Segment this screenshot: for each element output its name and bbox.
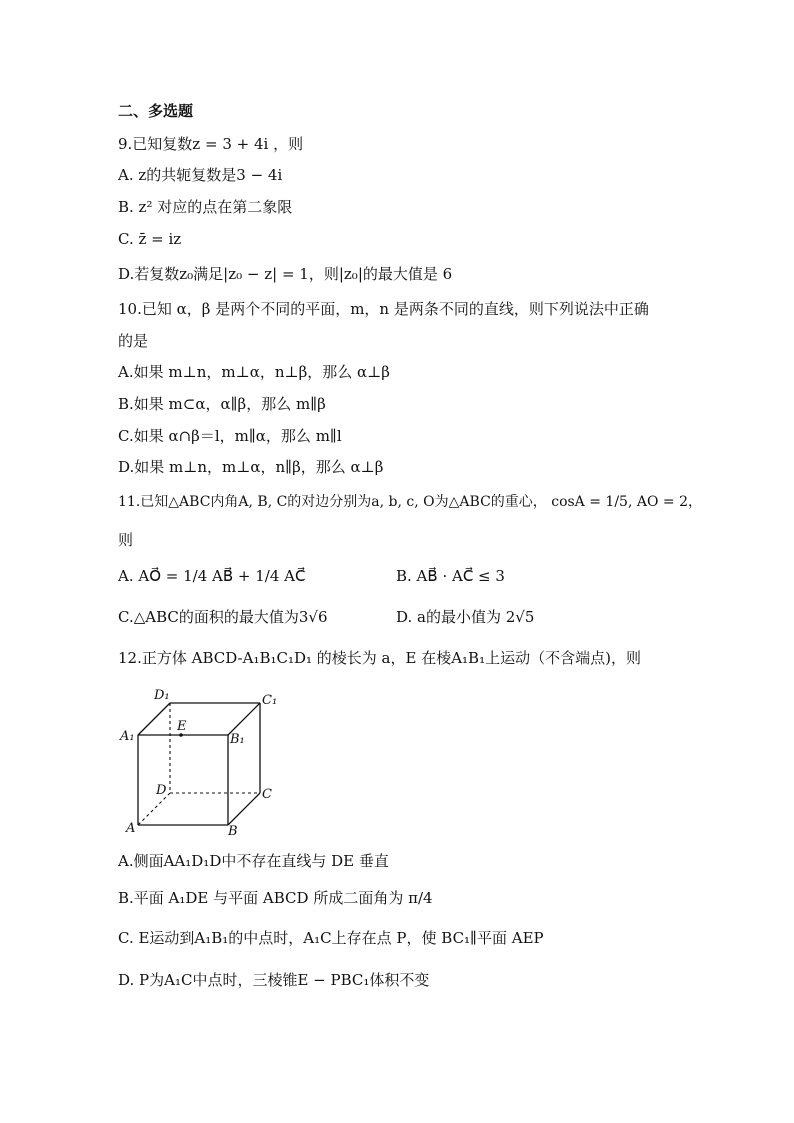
q11-option-d: D. a的最小值为 2√5 xyxy=(396,608,535,626)
label-d1: D₁ xyxy=(154,688,170,703)
q10-option-b: B.如果 m⊂α，α∥β，那么 m∥β xyxy=(118,395,326,413)
label-a1: A₁ xyxy=(120,729,135,744)
cube-figure xyxy=(110,680,290,840)
q9-option-d: D.若复数z₀满足|z₀ − z| = 1，则|z₀|的最大值是 6 xyxy=(118,265,453,283)
label-d: D xyxy=(156,783,167,798)
edge-a1-d1 xyxy=(138,703,170,735)
label-b: B xyxy=(228,824,238,839)
edge-c-b xyxy=(228,793,260,825)
q11-option-a: A. AO⃗ = 1/4 AB⃗ + 1/4 AC⃗ xyxy=(118,567,306,585)
label-b1: B₁ xyxy=(230,732,245,747)
q10-option-a: A.如果 m⊥n，m⊥α，n⊥β，那么 α⊥β xyxy=(118,363,390,381)
q9-stem: 9.已知复数z = 3 + 4i ，则 xyxy=(118,135,304,153)
edge-c1-b1 xyxy=(228,703,260,735)
q12-option-b: B.平面 A₁DE 与平面 ABCD 所成二面角为 π/4 xyxy=(118,889,433,907)
q9-option-a: A. z的共轭复数是3 − 4i xyxy=(118,166,283,184)
q10-stem-line1: 10.已知 α，β 是两个不同的平面，m，n 是两条不同的直线，则下列说法中正确 xyxy=(118,300,649,318)
q12-option-a: A.侧面AA₁D₁D中不存在直线与 DE 垂直 xyxy=(118,852,389,870)
label-a: A xyxy=(126,821,136,836)
q9-option-b: B. z² 对应的点在第二象限 xyxy=(118,198,293,216)
q11-stem-line1: 11.已知△ABC内角A, B, C的对边分别为a, b, c, O为△ABC的重心， cosA = 1/5, AO = 2， xyxy=(118,494,702,510)
q11-option-b: B. AB⃗ · AC⃗ ≤ 3 xyxy=(396,567,505,585)
q10-stem-line2: 的是 xyxy=(118,332,149,350)
q12-option-c: C. E运动到A₁B₁的中点时，A₁C上存在点 P，使 BC₁∥平面 AEP xyxy=(118,929,544,947)
q10-option-d: D.如果 m⊥n，m⊥α，n∥β，那么 α⊥β xyxy=(118,458,384,476)
q12-option-d: D. P为A₁C中点时，三棱锥E − PBC₁体积不变 xyxy=(118,971,430,989)
section-title: 二、多选题 xyxy=(118,102,194,120)
q11-option-c: C.△ABC的面积的最大值为3√6 xyxy=(118,608,328,626)
q11-stem-line2: 则 xyxy=(118,531,134,549)
label-e: E xyxy=(177,719,187,734)
q10-option-c: C.如果 α∩β＝l，m∥α，那么 m∥l xyxy=(118,427,342,445)
q12-stem: 12.正方体 ABCD-A₁B₁C₁D₁ 的棱长为 a，E 在棱A₁B₁上运动（不含端点)，则 xyxy=(118,649,641,667)
label-c: C xyxy=(262,787,272,802)
q9-option-c: C. z̄ = iz xyxy=(118,230,182,248)
label-c1: C₁ xyxy=(262,693,278,708)
